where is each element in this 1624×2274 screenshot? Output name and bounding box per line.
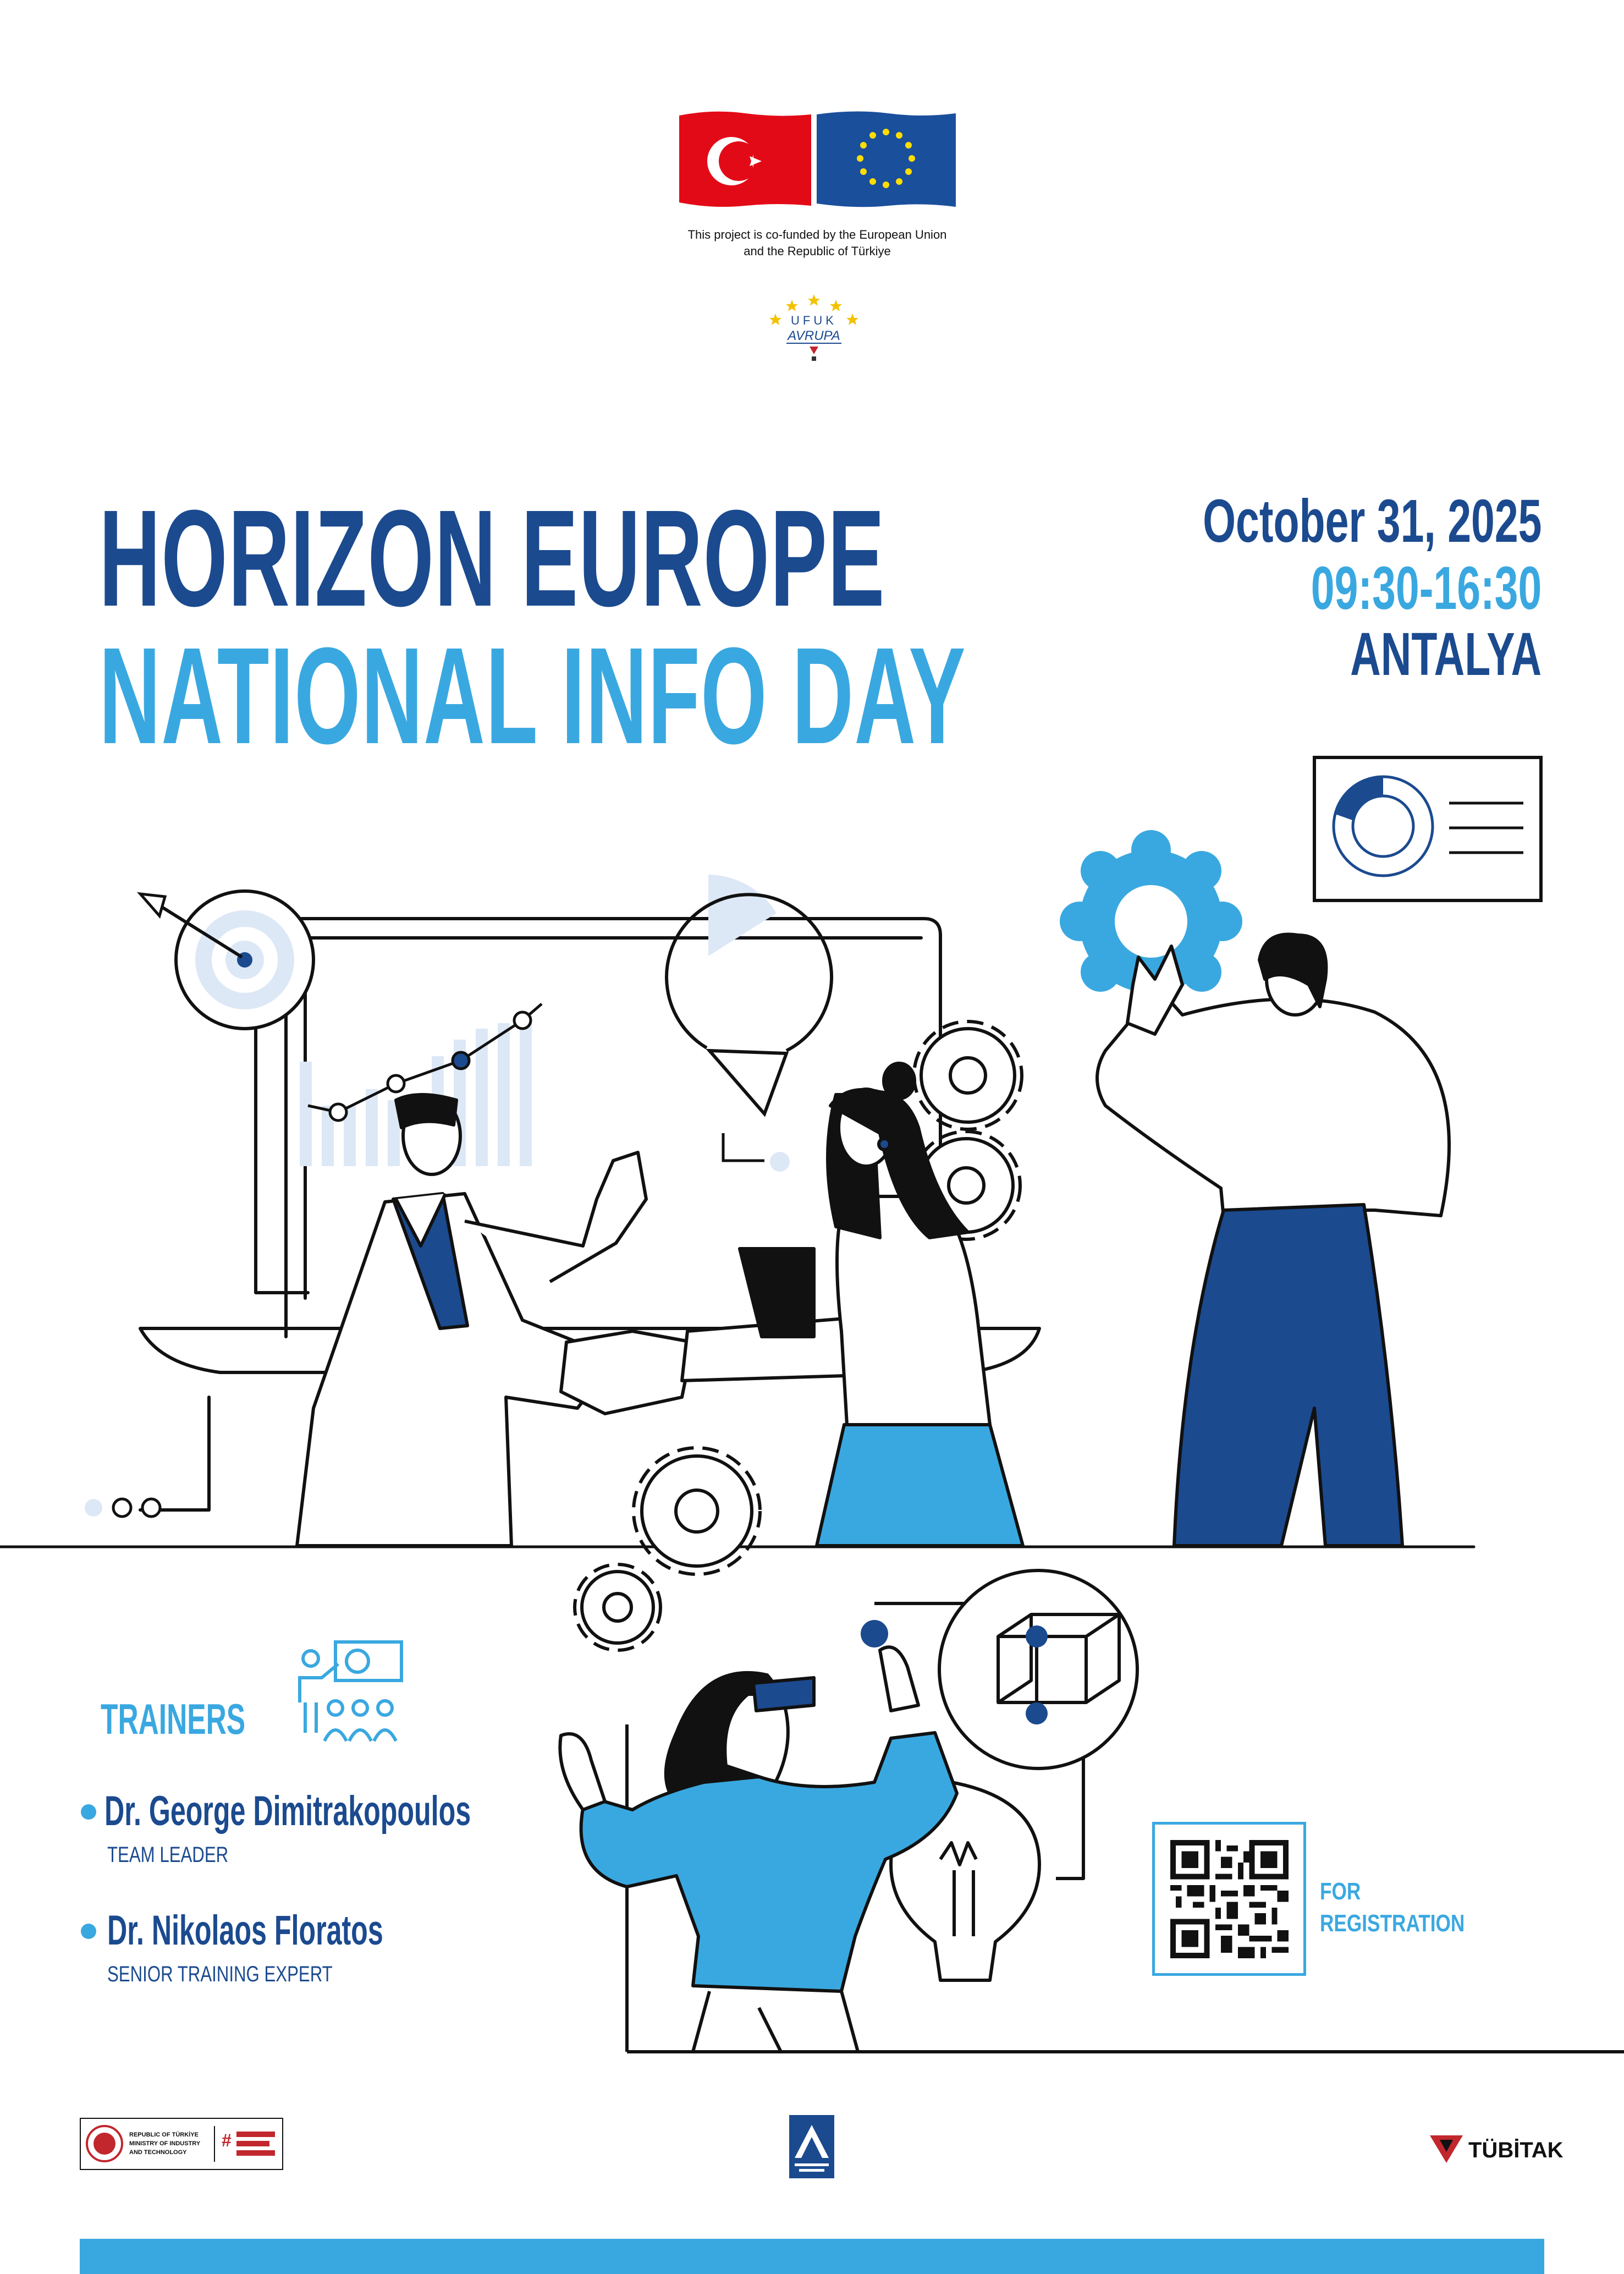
- handshake: [561, 1317, 863, 1414]
- tubitak-logo: [1430, 2129, 1564, 2170]
- bottom-accent-bar: [80, 2239, 1544, 2274]
- woman-with-tablet: [740, 1063, 1023, 1546]
- cofund-line-2: and the Republic of Türkiye: [744, 244, 891, 258]
- registration-qr-code[interactable]: [1170, 1840, 1289, 1958]
- presentation-audience-icon: [291, 1636, 407, 1746]
- development-agency-logo: [789, 2115, 834, 2178]
- event-date: October 31, 2025: [1202, 487, 1542, 555]
- event-city: ANTALYA: [1350, 620, 1542, 688]
- trainers-heading: TRAINERS: [101, 1695, 246, 1743]
- title-line-1: HORIZON EUROPE: [99, 481, 885, 635]
- gear-icon: [921, 1029, 1015, 1122]
- eu-flag-icon: [817, 111, 956, 207]
- woman-with-vr-headset: [560, 1647, 957, 2052]
- ufuk-avrupa-logo: [764, 286, 863, 369]
- ministry-line-2: MINISTRY OF INDUSTRY: [129, 2140, 201, 2147]
- gear-icon: [582, 1572, 653, 1643]
- ufuk-text: UFUK: [791, 314, 837, 327]
- man-holding-gear: [1097, 934, 1449, 1546]
- dot: [142, 1499, 160, 1517]
- bullet-point: [81, 1924, 96, 1939]
- cofund-line-1: This project is co-funded by the European Union: [687, 228, 947, 241]
- tr-eu-flags-logo: [679, 109, 956, 209]
- trainer-1-role: TEAM LEADER: [107, 1843, 229, 1867]
- bullet-point: [81, 1804, 96, 1820]
- pie-chart-graphic: [667, 875, 832, 1172]
- trainer-2-name: Dr. Nikolaos Floratos: [107, 1907, 383, 1954]
- trainer-1-name: Dr. George Dimitrakopoulos: [104, 1788, 471, 1834]
- event-time: 09:30-16:30: [1311, 554, 1542, 622]
- registration-line-2: REGISTRATION: [1320, 1910, 1465, 1937]
- cofund-caption: [605, 227, 1030, 260]
- avrupa-text: AVRUPA: [788, 328, 840, 343]
- gear-icon: [642, 1456, 752, 1566]
- tubitak-name: TÜBİTAK: [1468, 2138, 1564, 2162]
- dot: [85, 1499, 102, 1517]
- registration-line-1: FOR: [1320, 1878, 1361, 1905]
- ministry-line-1: REPUBLIC OF TÜRKİYE: [129, 2132, 199, 2138]
- dot: [113, 1499, 131, 1517]
- ministry-hashtag: #: [222, 2130, 232, 2150]
- target-icon: [140, 891, 313, 1029]
- collaboration-illustration: [0, 748, 1624, 2057]
- ministry-industry-technology-logo: [80, 2118, 283, 2170]
- title-line-2: NATIONAL INFO DAY: [99, 619, 966, 772]
- ministry-line-3: AND TECHNOLOGY: [129, 2149, 187, 2156]
- registration-label: [1320, 1876, 1465, 1940]
- trainer-2-role: SENIOR TRAINING EXPERT: [107, 1962, 333, 1986]
- dashboard-card: [1314, 757, 1541, 900]
